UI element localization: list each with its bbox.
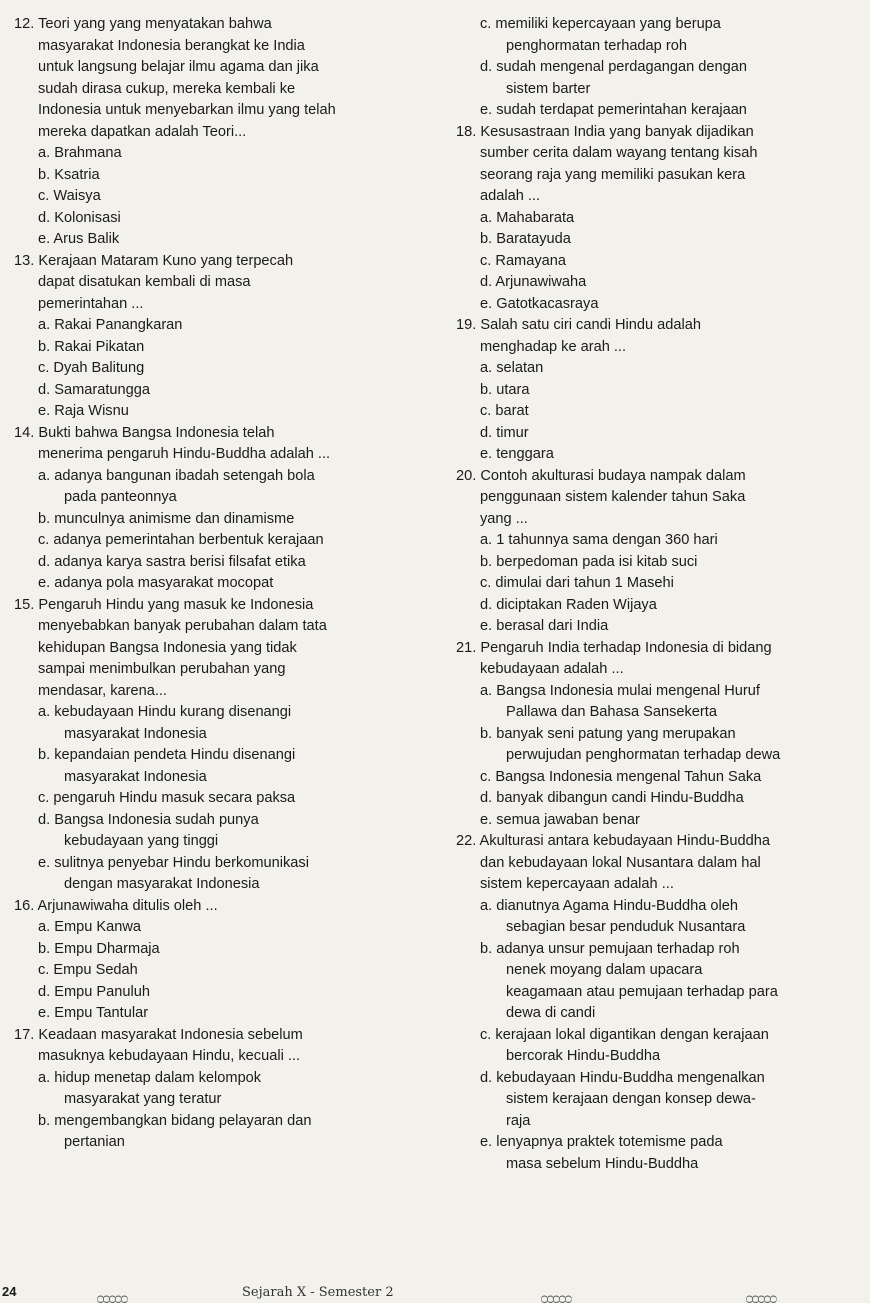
text-line: d. adanya karya sastra berisi filsafat etika: [38, 553, 306, 570]
text-line: d. Samaratungga: [38, 381, 150, 398]
text-line: d. Empu Panuluh: [38, 983, 150, 1000]
text-line: e. Gatotkacasraya: [480, 295, 599, 312]
text-line: b. adanya unsur pemujaan terhadap roh: [480, 940, 740, 957]
text-line: e. tenggara: [480, 446, 554, 462]
text-line: adalah ...: [480, 188, 541, 204]
text-line: c. pengaruh Hindu masuk secara paksa: [38, 790, 296, 806]
footer-ornament: ೦೦೦೦೦: [96, 1290, 126, 1303]
question-text: 12. Teori yang yang menyatakan bahwa: [14, 16, 272, 32]
text-line: c. adanya pemerintahan berbentuk kerajaan: [38, 532, 324, 548]
text-line: a. 1 tahunnya sama dengan 360 hari: [480, 532, 718, 548]
text-line: sumber cerita dalam wayang tentang kisah: [480, 145, 758, 161]
text-line: b. Empu Dharmaja: [38, 940, 160, 957]
page-footer: [0, 1281, 870, 1303]
text-line: a. Rakai Panangkaran: [38, 317, 183, 333]
text-line: kehidupan Bangsa Indonesia yang tidak: [38, 639, 297, 656]
text-line: sistem kerajaan dengan konsep dewa-: [506, 1091, 756, 1107]
text-line: b. utara: [480, 381, 530, 398]
question-text: 16. Arjunawiwaha ditulis oleh ...: [14, 897, 218, 914]
text-line: sudah dirasa cukup, mereka kembali ke: [38, 80, 296, 97]
text-line: pada panteonnya: [64, 489, 177, 505]
text-line: c. kerajaan lokal digantikan dengan kerajaan: [480, 1026, 769, 1043]
text-line: sistem kepercayaan adalah ...: [480, 876, 674, 892]
text-line: c. Waisya: [38, 188, 101, 204]
text-line: pemerintahan ...: [38, 295, 144, 312]
question-text: 21. Pengaruh India terhadap Indonesia di bidang: [456, 639, 772, 656]
text-line: d. timur: [480, 424, 529, 441]
text-line: d. Arjunawiwaha: [480, 274, 587, 290]
text-line: bercorak Hindu-Buddha: [506, 1048, 661, 1064]
text-line: c. Ramayana: [480, 252, 566, 269]
text-line: e. Empu Tantular: [38, 1005, 149, 1021]
text-line: b. Baratayuda: [480, 231, 571, 247]
question-text: 15. Pengaruh Hindu yang masuk ke Indonesia: [14, 596, 314, 613]
text-line: b. Rakai Pikatan: [38, 338, 145, 355]
text-line: Pallawa dan Bahasa Sansekerta: [506, 704, 717, 720]
text-line: e. semua jawaban benar: [480, 811, 640, 828]
footer-title: Sejarah X - Semester 2: [242, 1285, 394, 1300]
text-line: b. munculnya animisme dan dinamisme: [38, 510, 295, 527]
text-line: b. mengembangkan bidang pelayaran dan: [38, 1112, 312, 1129]
text-line: a. hidup menetap dalam kelompok: [38, 1069, 262, 1086]
text-line: e. Raja Wisnu: [38, 403, 129, 419]
text-line: sebagian besar penduduk Nusantara: [506, 919, 746, 935]
text-line: dewa di candi: [506, 1005, 596, 1021]
text-line: c. barat: [480, 403, 529, 419]
text-line: e. Arus Balik: [38, 231, 120, 247]
text-line: a. Mahabarata: [480, 209, 575, 226]
text-line: c. dimulai dari tahun 1 Masehi: [480, 575, 674, 591]
text-line: masa sebelum Hindu-Buddha: [506, 1155, 699, 1172]
text-line: masyarakat Indonesia berangkat ke India: [38, 37, 305, 54]
text-line: keagamaan atau pemujaan terhadap para: [506, 983, 778, 1000]
left-column: [14, 14, 434, 1154]
text-line: a. Bangsa Indonesia mulai mengenal Huruf: [480, 682, 760, 699]
question-text: 17. Keadaan masyarakat Indonesia sebelum: [14, 1026, 303, 1043]
text-line: Indonesia untuk menyebarkan ilmu yang telah: [38, 102, 336, 118]
question-text: 22. Akulturasi antara kebudayaan Hindu-Buddha: [456, 833, 770, 849]
text-line: a. Brahmana: [38, 145, 122, 161]
text-line: d. Bangsa Indonesia sudah punya: [38, 811, 259, 828]
text-line: nenek moyang dalam upacara: [506, 962, 703, 978]
text-line: d. kebudayaan Hindu-Buddha mengenalkan: [480, 1069, 765, 1086]
text-line: masyarakat yang teratur: [64, 1091, 222, 1107]
footer-ornament: ೦೦೦೦೦: [745, 1290, 775, 1303]
text-line: a. kebudayaan Hindu kurang disenangi: [38, 704, 292, 720]
question-text: 18. Kesusastraan India yang banyak dijadikan: [456, 123, 754, 140]
text-line: a. Empu Kanwa: [38, 919, 142, 935]
question-text: 19. Salah satu ciri candi Hindu adalah: [456, 317, 702, 333]
text-line: kebudayaan yang tinggi: [64, 833, 219, 849]
text-line: e. berasal dari India: [480, 618, 609, 634]
text-line: penggunaan sistem kalender tahun Saka: [480, 489, 746, 505]
text-line: masuknya kebudayaan Hindu, kecuali ...: [38, 1048, 301, 1064]
text-line: d. diciptakan Raden Wijaya: [480, 596, 657, 613]
text-line: dapat disatukan kembali di masa: [38, 274, 251, 290]
text-line: a. selatan: [480, 360, 544, 376]
text-line: c. memiliki kepercayaan yang berupa: [480, 16, 721, 32]
text-line: seorang raja yang memiliki pasukan kera: [480, 166, 746, 183]
text-line: menerima pengaruh Hindu-Buddha adalah ...: [38, 446, 331, 462]
text-line: pertanian: [64, 1134, 125, 1150]
text-line: mereka dapatkan adalah Teori...: [38, 123, 247, 140]
text-line: masyarakat Indonesia: [64, 768, 207, 785]
text-line: menghadap ke arah ...: [480, 338, 627, 355]
text-line: c. Dyah Balitung: [38, 360, 145, 376]
text-line: c. Bangsa Indonesia mengenal Tahun Saka: [480, 768, 762, 785]
text-line: d. Kolonisasi: [38, 209, 121, 226]
text-line: untuk langsung belajar ilmu agama dan jika: [38, 59, 319, 75]
text-line: dengan masyarakat Indonesia: [64, 876, 260, 892]
right-column: [456, 14, 856, 1175]
text-line: sampai menimbulkan perubahan yang: [38, 661, 286, 677]
text-line: b. kepandaian pendeta Hindu disenangi: [38, 747, 296, 763]
text-line: mendasar, karena...: [38, 682, 167, 699]
text-line: b. banyak seni patung yang merupakan: [480, 725, 736, 742]
text-line: yang ...: [480, 510, 528, 527]
text-line: b. berpedoman pada isi kitab suci: [480, 553, 698, 570]
page-number: 24: [2, 1284, 17, 1299]
text-line: d. banyak dibangun candi Hindu-Buddha: [480, 790, 744, 806]
text-line: d. sudah mengenal perdagangan dengan: [480, 59, 747, 75]
text-line: c. Empu Sedah: [38, 962, 138, 978]
text-line: b. Ksatria: [38, 166, 100, 183]
text-line: e. sulitnya penyebar Hindu berkomunikasi: [38, 854, 309, 871]
text-line: kebudayaan adalah ...: [480, 661, 624, 677]
text-line: sistem barter: [506, 80, 591, 97]
footer-ornament: ೦೦೦೦೦: [540, 1290, 570, 1303]
question-text: 14. Bukti bahwa Bangsa Indonesia telah: [14, 424, 275, 441]
text-line: perwujudan penghormatan terhadap dewa: [506, 747, 781, 763]
question-text: 20. Contoh akulturasi budaya nampak dalam: [456, 467, 746, 484]
text-line: a. dianutnya Agama Hindu-Buddha oleh: [480, 897, 739, 914]
text-line: e. sudah terdapat pemerintahan kerajaan: [480, 102, 747, 118]
text-line: masyarakat Indonesia: [64, 725, 207, 742]
question-text: 13. Kerajaan Mataram Kuno yang terpecah: [14, 252, 294, 269]
text-line: a. adanya bangunan ibadah setengah bola: [38, 467, 315, 484]
text-line: e. adanya pola masyarakat mocopat: [38, 575, 274, 591]
text-line: penghormatan terhadap roh: [506, 37, 687, 54]
text-line: dan kebudayaan lokal Nusantara dalam hal: [480, 854, 761, 871]
text-line: raja: [506, 1112, 531, 1129]
text-line: menyebabkan banyak perubahan dalam tata: [38, 618, 327, 634]
text-line: e. lenyapnya praktek totemisme pada: [480, 1134, 723, 1150]
